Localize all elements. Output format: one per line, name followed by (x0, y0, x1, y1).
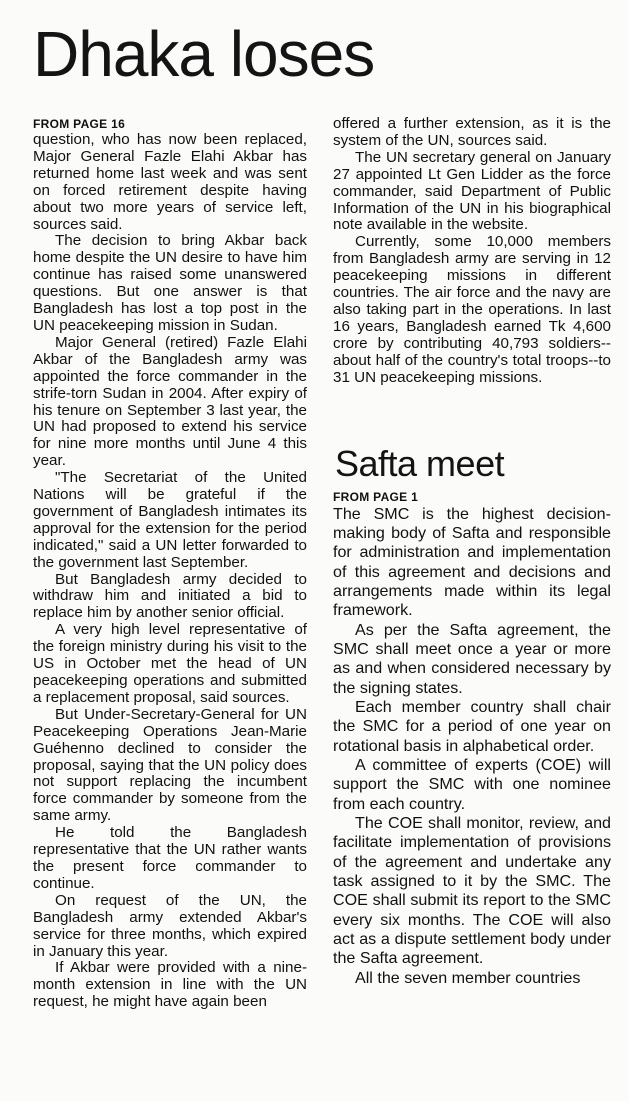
article-headline: Dhaka loses (33, 18, 375, 90)
safta-paragraph: The COE shall monitor, review, and facilitate implementation of provisions of the agreement and undertake any task assigned to it by the SMC. The COE shall submit its report to the SMC every six months. The COE will also act as a dispute settlement body under the Safta agreement. (333, 814, 611, 968)
safta-paragraph: The SMC is the highest decision-making body of Safta and responsible for administration and implementation of this agreement and decisions and arrangements made within its legal framework. (333, 504, 611, 620)
article-paragraph: question, who has now been replaced, Major General Fazle Elahi Akbar has returned home last week and was sent on forced retirement despite having about two more years of service left, sources said. (33, 131, 307, 233)
article-paragraph: Currently, some 10,000 members from Bangladesh army are serving in 12 peacekeeping missions in different countries. The air force and the navy are also taking part in the operations. In last 16 years, Bangladesh earned Tk 4,600 crore by contributing 40,793 soldiers--about half of the country's total troops--to 31 UN peacekeeping missions. (333, 233, 611, 386)
article-paragraph: But Bangladesh army decided to withdraw him and initiated a bid to replace him by another senior official. (33, 570, 307, 622)
safta-headline: Safta meet (335, 442, 505, 484)
article-paragraph: Major General (retired) Fazle Elahi Akbar of the Bangladesh army was appointed the force commander in the strife-torn Sudan in 2004. After expiry of his tenure on September 3 last year, the UN had proposed to extend his service for nine more months until June 4 this year. (33, 333, 307, 470)
safta-paragraph: Each member country shall chair the SMC for a period of one year on rotational basis in alphabetical order. (333, 697, 611, 755)
article-paragraph: On request of the UN, the Bangladesh army extended Akbar's service for three months, which expired in January this year. (33, 891, 307, 960)
safta-paragraph: As per the Safta agreement, the SMC shall meet once a year or more as and when considered necessary by the signing states. (333, 620, 611, 697)
article-column-right (333, 116, 611, 988)
article-paragraph: The decision to bring Akbar back home despite the UN desire to have him continue has raised some unanswered questions. But one answer is that Bangladesh has lost a top post in the UN peacekeeping mission in Sudan. (33, 232, 307, 334)
article-paragraph: He told the Bangladesh representative that the UN rather wants the present force commander to continue. (33, 824, 307, 892)
safta-paragraph: All the seven member countries (355, 968, 581, 987)
dateline: FROM PAGE 16 (33, 117, 126, 131)
safta-article (333, 443, 611, 989)
article-paragraph: offered a further extension, as it is the system of the UN, sources said. (333, 115, 611, 149)
article-paragraph: "The Secretariat of the United Nations will be grateful if the government of Bangladesh intimates its approval for the extension for the period indicated," said a UN letter forwarded to the government last September. (33, 469, 307, 571)
safta-paragraph: A committee of experts (COE) will support the SMC with one nominee from each country. (333, 755, 611, 813)
safta-dateline: FROM PAGE 1 (333, 489, 419, 504)
article-paragraph: If Akbar were provided with a nine-month extension in line with the UN request, he might have again been (33, 959, 307, 1011)
article-column-left (33, 116, 307, 1011)
article-paragraph: A very high level representative of the foreign ministry during his visit to the US in October met the head of UN peacekeeping operations and submitted a replacement proposal, said sources. (33, 621, 307, 706)
article-paragraph: But Under-Secretary-General for UN Peacekeeping Operations Jean-Marie Guéhenno declined to consider the proposal, saying that the UN policy does not support replacing the incumbent force commander by someone from the same army. (33, 705, 307, 825)
article-paragraph: The UN secretary general on January 27 appointed Lt Gen Lidder as the force commander, said Department of Public Information of the UN in his biographical note available in the website. (333, 148, 611, 234)
